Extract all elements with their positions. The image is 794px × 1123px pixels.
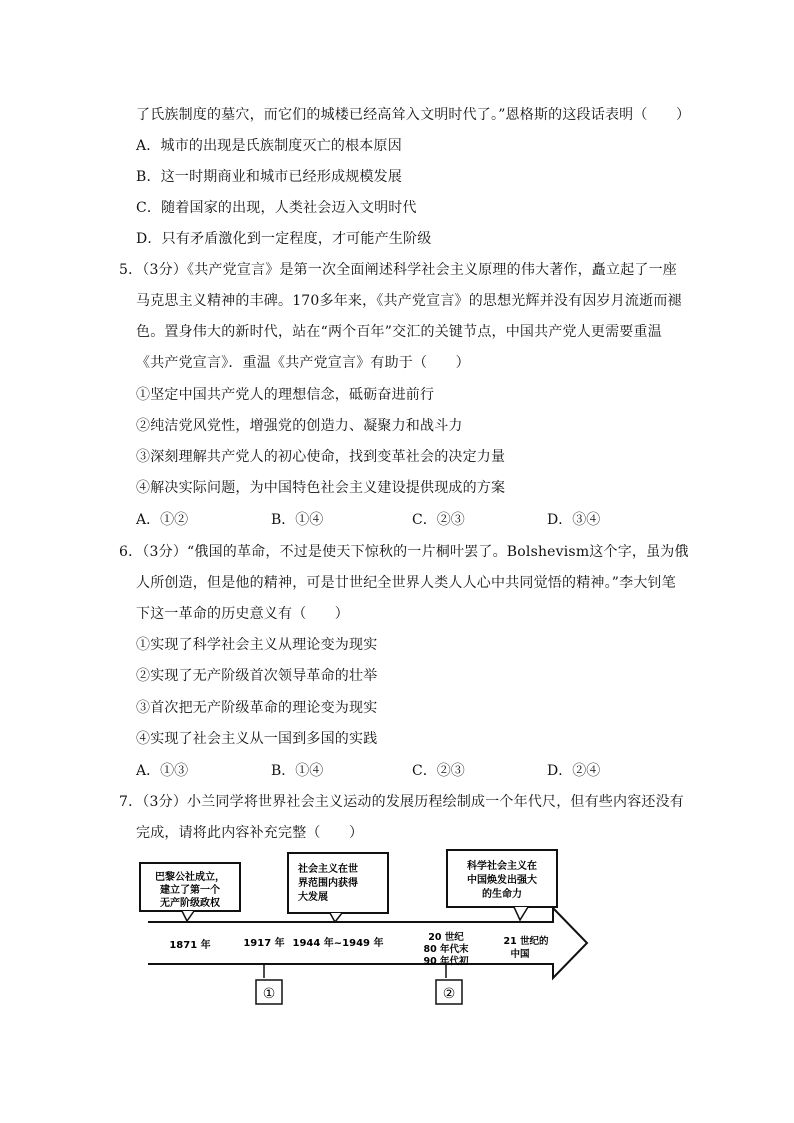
era-20c-line1: 20 世纪: [428, 932, 464, 943]
callout-box-socialism-expansion: [288, 853, 388, 922]
box2-line1: 社会主义在世: [298, 864, 358, 875]
q5-item-3: ③深刻理解共产党人的初心使命，找到变革社会的决定力量: [136, 449, 506, 465]
blank-2-label: ②: [442, 986, 456, 1002]
box2-line3: 大发展: [298, 892, 328, 903]
era-21c-line1: 21 世纪的: [503, 936, 549, 947]
callout-box-paris-commune: [140, 863, 240, 921]
q4-option-d: D．只有矛盾激化到一定程度，才可能产生阶级: [136, 231, 432, 247]
box1-line3: 无产阶级政权: [160, 898, 220, 909]
q5-stem-line1: 5．（3分）《共产党宣言》是第一次全面阐述科学社会主义原理的伟大著作，矗立起了一座: [119, 262, 678, 278]
callout-box-china-socialism: [447, 850, 557, 920]
blank-1-label: ①: [262, 986, 276, 1002]
box3-line3: 的生命力: [482, 889, 522, 900]
q5-option-d: D．③④: [547, 512, 601, 528]
q4-option-b: B．这一时期商业和城市已经形成规模发展: [136, 169, 403, 185]
q6-stem-line3: 下这一革命的历史意义有（ ）: [136, 606, 349, 622]
q5-stem-line3: 色。置身伟大的新时代，站在“两个百年”交汇的关键节点，中国共产党人更需要重温: [136, 324, 662, 340]
year-1917: 1917 年: [243, 938, 285, 949]
era-20c-line3: 90 年代初: [423, 956, 469, 967]
q6-item-2: ②实现了无产阶级首次领导革命的壮举: [136, 668, 378, 684]
q5-item-1: ①坚定中国共产党人的理想信念，砥砺奋进前行: [136, 387, 435, 403]
q5-option-c: C．②③: [412, 512, 465, 528]
box2-line2: 界范围内获得: [298, 878, 358, 889]
era-21c-line2: 中国: [510, 949, 530, 960]
q5-option-a: A．①②: [136, 512, 189, 528]
box3-line2: 中国焕发出强大: [467, 875, 537, 886]
q5-stem-line4: 《共产党宣言》．重温《共产党宣言》有助于（ ）: [136, 355, 470, 371]
q6-stem-line2: 人所创造，但是他的精神，可是廿世纪全世界人类人人心中共同觉悟的精神。”李大钊笔: [136, 575, 676, 591]
box1-line2: 建立了第一个: [160, 885, 220, 896]
q6-item-1: ①实现了科学社会主义从理论变为现实: [136, 637, 378, 653]
blank-box-1: [256, 980, 282, 1004]
q4-option-a: A．城市的出现是氏族制度灭亡的根本原因: [136, 138, 402, 154]
q6-option-a: A．①③: [136, 763, 189, 779]
q5-option-b: B．①④: [271, 512, 324, 528]
era-20c-line2: 80 年代末: [423, 944, 469, 955]
box1-line1: 巴黎公社成立，: [155, 872, 225, 883]
q4-stem-tail: 了氏族制度的墓穴，而它们的城楼已经高耸入文明时代了。”恩格斯的这段话表明（ ）: [136, 107, 691, 123]
year-1944-1949: 1944 年~1949 年: [292, 938, 384, 949]
blank-box-2: [436, 980, 462, 1004]
q5-item-2: ②纯洁党风党性，增强党的创造力、凝聚力和战斗力: [136, 418, 463, 434]
q6-option-d: D．②④: [547, 763, 601, 779]
q6-item-3: ③首次把无产阶级革命的理论变为现实: [136, 700, 378, 716]
q4-option-c: C．随着国家的出现，人类社会迈入文明时代: [136, 200, 417, 216]
q5-item-4: ④解决实际问题，为中国特色社会主义建设提供现成的方案: [136, 480, 506, 496]
q7-stem-line2: 完成，请将此内容补充完整（ ）: [136, 825, 364, 841]
box3-line1: 科学社会主义在: [467, 861, 537, 872]
q6-option-c: C．②③: [412, 763, 465, 779]
q6-stem-line1: 6．（3分）“俄国的革命，不过是使天下惊秋的一片桐叶罢了。Bolshevism这个字，虽为俄: [119, 544, 689, 560]
q5-stem-line2: 马克思主义精神的丰碑。170多年来，《共产党宣言》的思想光辉并没有因岁月流逝而褪: [136, 293, 682, 309]
q6-item-4: ④实现了社会主义从一国到多国的实践: [136, 731, 378, 747]
q6-option-b: B．①④: [271, 763, 324, 779]
year-1871: 1871 年: [169, 940, 211, 951]
q7-stem-line1: 7．（3分）小兰同学将世界社会主义运动的发展历程绘制成一个年代尺，但有些内容还没有: [119, 794, 685, 810]
